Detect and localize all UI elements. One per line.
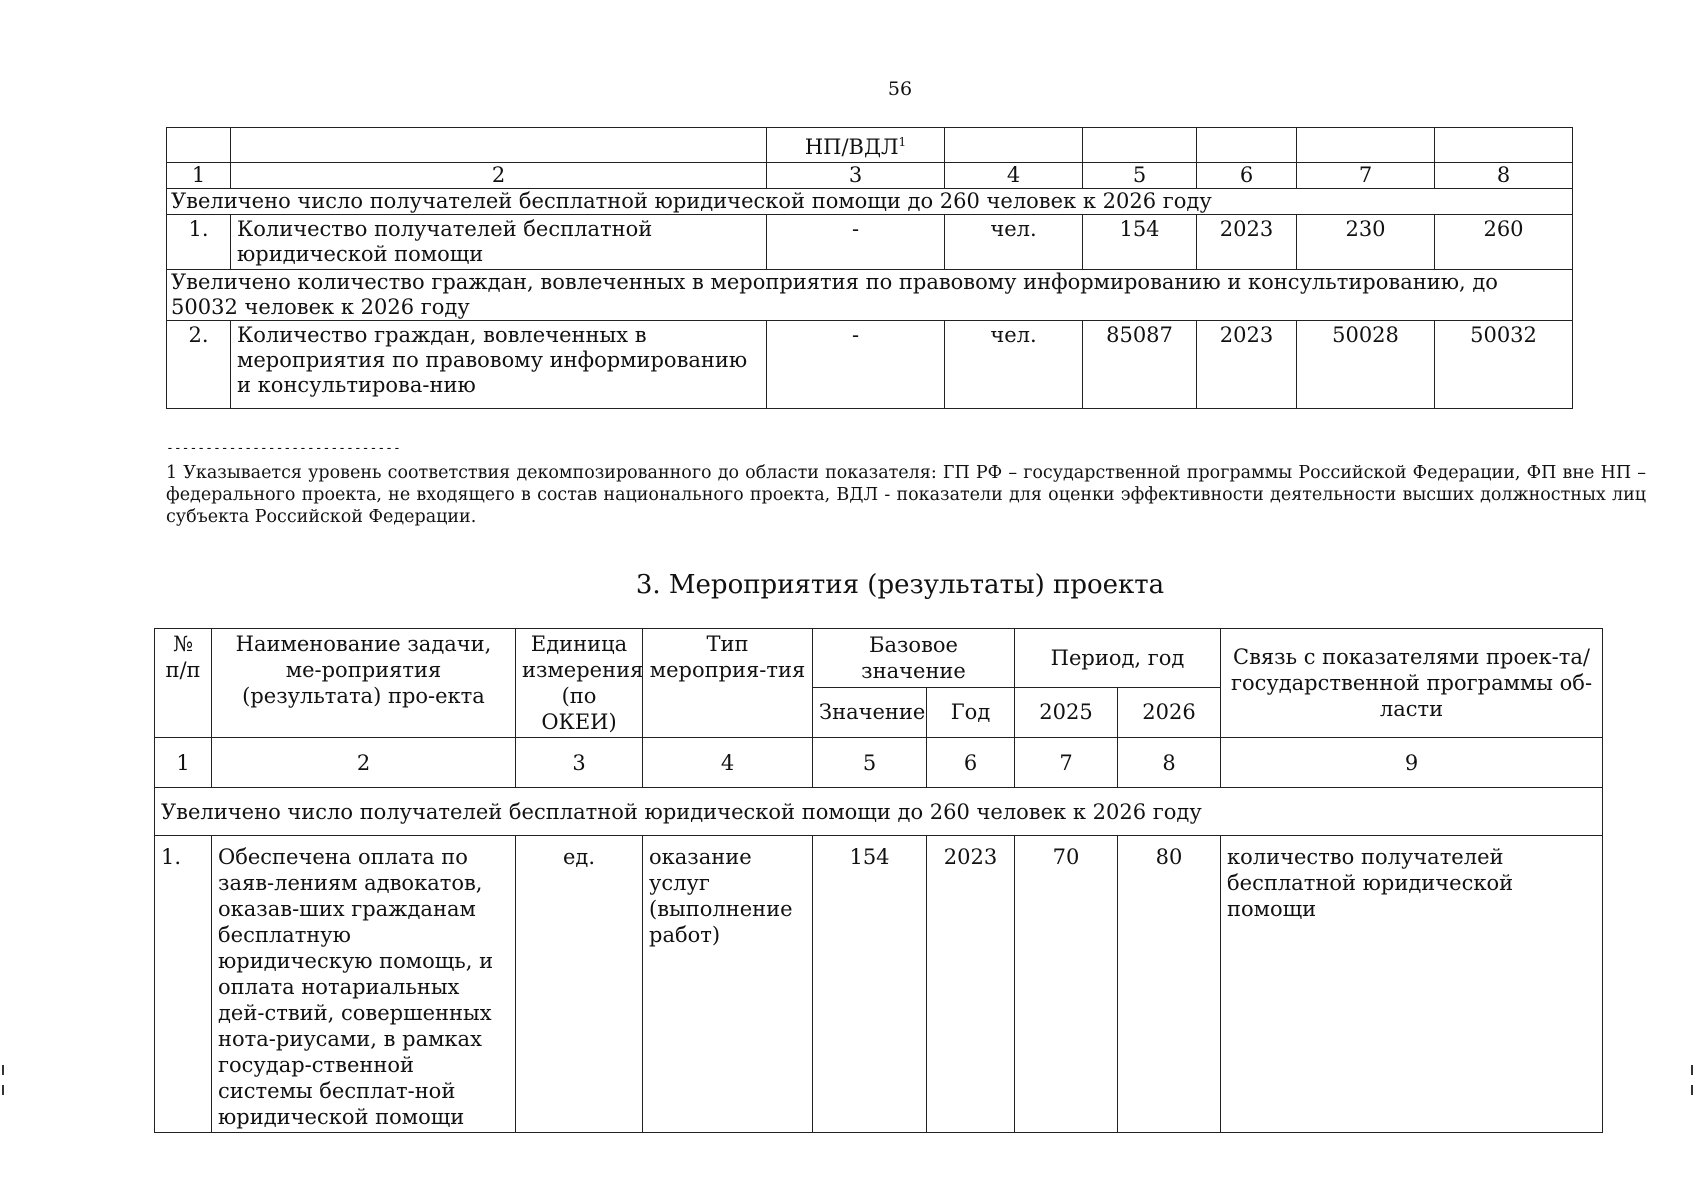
section-title: Увеличено число получателей бесплатной юридической помощи до 260 человек к 2026 году <box>167 189 1573 215</box>
footnote: 1 Указывается уровень соответствия декомпозированного до области показателя: ГП РФ – государственной программы Российской Федерации, ФП вне НП – федерального проекта, не входящего в состав национального проекта, ВДЛ - показатели для оценки эффективности деятельности высших должностных лиц субъекта Российской Федерации. <box>166 463 1646 527</box>
section-title: Увеличено количество граждан, вовлеченных в мероприятия по правовому информированию и консультированию, до 50032 человек к 2026 году <box>167 270 1573 321</box>
header-num: № п/п <box>155 629 212 738</box>
col-num: 8 <box>1435 163 1573 189</box>
row-number: 1. <box>167 215 231 270</box>
activity-type: оказание услуг (выполнение работ) <box>643 836 813 1133</box>
col-num: 4 <box>945 163 1083 189</box>
base-year: 2023 <box>1197 215 1297 270</box>
value-2026: 50032 <box>1435 321 1573 409</box>
header-type: Тип мероприя-тия <box>643 629 813 738</box>
col-num: 3 <box>516 738 643 788</box>
header-base-value: Значение <box>813 687 927 737</box>
base-year: 2023 <box>1197 321 1297 409</box>
value-2026: 80 <box>1118 836 1221 1133</box>
level-header: НП/ВДЛ$^1$ <box>767 128 945 163</box>
scan-mark-icon <box>1691 1085 1693 1095</box>
col-num: 7 <box>1297 163 1435 189</box>
scan-mark-icon <box>2 1085 4 1095</box>
header-link: Связь с показателями проек-та/государственной программы об-ласти <box>1221 629 1603 738</box>
row-number: 1. <box>155 836 212 1133</box>
header-base-year: Год <box>927 687 1015 737</box>
header-name: Наименование задачи, ме-роприятия (результата) про-екта <box>212 629 516 738</box>
header-2025: 2025 <box>1015 687 1118 737</box>
indicator-name: Количество граждан, вовлеченных в мероприятия по правовому информированию и консультирова-нию <box>231 321 767 409</box>
value-2025: 230 <box>1297 215 1435 270</box>
value-2026: 260 <box>1435 215 1573 270</box>
col-num: 6 <box>927 738 1015 788</box>
base-value: 154 <box>813 836 927 1133</box>
activity-name: Обеспечена оплата по заяв-лениям адвокатов, оказав-ших гражданам бесплатную юридическую помощь, и оплата нотариальных дей-ствий, совершенных нота-риусами, в рамках государ-ственной системы бесплат-ной юридической помощи <box>212 836 516 1133</box>
header-row <box>167 128 1573 163</box>
col-num: 4 <box>643 738 813 788</box>
scan-mark-icon <box>1691 1065 1693 1075</box>
col-num: 5 <box>813 738 927 788</box>
header-unit: Единица измерения (по ОКЕИ) <box>516 629 643 738</box>
indicator-level: - <box>767 215 945 270</box>
indicator-unit: чел. <box>945 321 1083 409</box>
section-heading: 3. Мероприятия (результаты) проекта <box>635 570 1165 600</box>
value-2025: 70 <box>1015 836 1118 1133</box>
footnote-divider: ------------------------------ <box>166 441 401 456</box>
header-row <box>155 629 1603 688</box>
indicator-level: - <box>767 321 945 409</box>
header-period: Период, год <box>1015 629 1221 688</box>
col-num: 8 <box>1118 738 1221 788</box>
base-value: 85087 <box>1083 321 1197 409</box>
base-value: 154 <box>1083 215 1197 270</box>
table-row <box>155 836 1603 1133</box>
value-2025: 50028 <box>1297 321 1435 409</box>
col-num: 2 <box>231 163 767 189</box>
scan-mark-icon <box>2 1065 4 1075</box>
indicator-unit: чел. <box>945 215 1083 270</box>
base-year: 2023 <box>927 836 1015 1133</box>
col-num: 1 <box>155 738 212 788</box>
header-2026: 2026 <box>1118 687 1221 737</box>
column-number-row <box>155 738 1603 788</box>
row-number: 2. <box>167 321 231 409</box>
col-num: 2 <box>212 738 516 788</box>
col-num: 1 <box>167 163 231 189</box>
indicators-table <box>166 127 1573 409</box>
section-title: Увеличено число получателей бесплатной юридической помощи до 260 человек к 2026 году <box>155 788 1603 836</box>
section-row <box>155 788 1603 836</box>
indicator-link: количество получателей бесплатной юридической помощи <box>1221 836 1603 1133</box>
col-num: 6 <box>1197 163 1297 189</box>
section-row <box>167 189 1573 215</box>
header-base: Базовое значение <box>813 629 1015 688</box>
col-num: 3 <box>767 163 945 189</box>
col-num: 7 <box>1015 738 1118 788</box>
activities-table <box>154 628 1603 1133</box>
table-row <box>167 215 1573 270</box>
column-number-row <box>167 163 1573 189</box>
indicator-name: Количество получателей бесплатной юридической помощи <box>231 215 767 270</box>
col-num: 5 <box>1083 163 1197 189</box>
page-number: 56 <box>887 78 913 100</box>
table-row <box>167 321 1573 409</box>
activity-unit: ед. <box>516 836 643 1133</box>
col-num: 9 <box>1221 738 1603 788</box>
section-row <box>167 270 1573 321</box>
